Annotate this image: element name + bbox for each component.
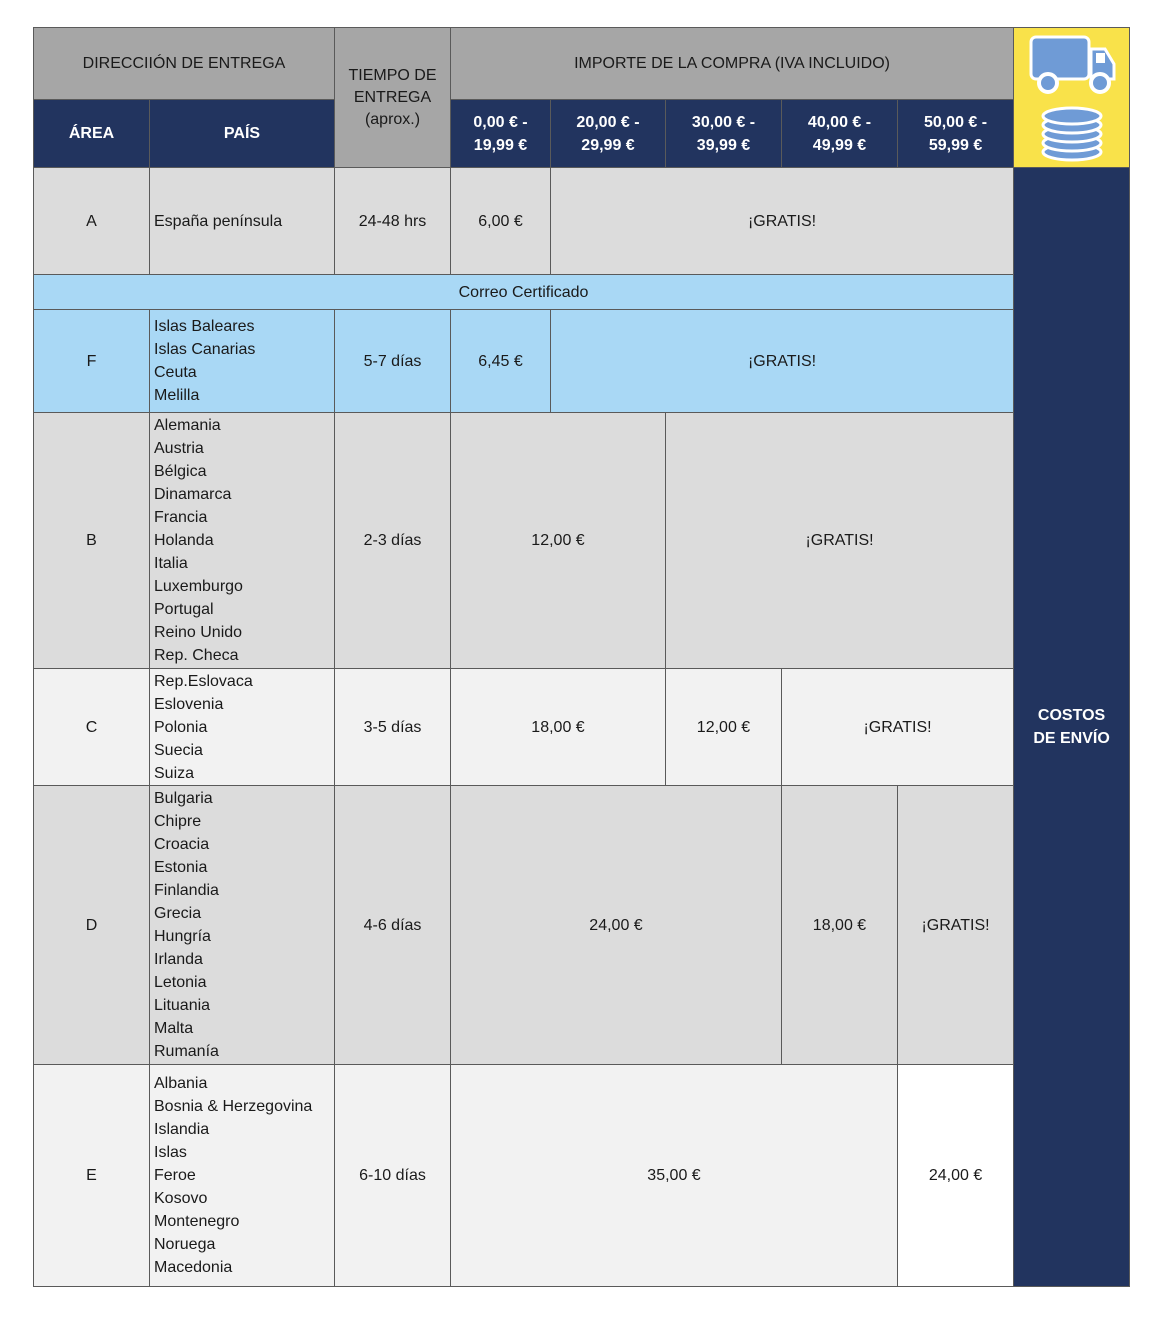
country-name: Malta [154,1020,194,1037]
country-name: Kosovo [154,1190,208,1207]
country-name: Francia [154,509,208,526]
area-column-header: ÁREA [34,100,150,168]
country-name: Grecia [154,905,202,922]
delivery-time-cell: 5-7 días [335,310,451,413]
free-shipping-cell: ¡GRATIS! [551,310,1014,413]
country-name: Feroe [154,1167,196,1184]
country-name: Dinamarca [154,486,232,503]
country-name: Islandia [154,1121,210,1138]
delivery-time-cell: 6-10 días [335,1065,451,1287]
price-cell: 6,45 € [451,310,551,413]
shipping-costs-table [33,27,1130,1287]
country-name: Islas Canarias [154,341,256,358]
price-cell: 6,00 € [451,168,551,275]
country-name: Holanda [154,532,214,549]
area-cell: B [34,413,150,669]
delivery-time-cell: 4-6 días [335,786,451,1065]
delivery-time-cell: 2-3 días [335,413,451,669]
country-name: Bélgica [154,463,207,480]
truck-icon [1028,34,1116,96]
free-shipping-cell: ¡GRATIS! [666,413,1014,669]
coins-icon [1040,102,1104,162]
table-row [34,168,1130,275]
table-row [34,786,1130,1065]
country-list [150,413,335,669]
country-name: Eslovenia [154,695,224,713]
icon-panel [1014,28,1130,168]
price-cell: 24,00 € [898,1065,1014,1287]
country-name: Polonia [154,718,208,736]
price-cell: 35,00 € [451,1065,898,1287]
free-shipping-cell: ¡GRATIS! [782,669,1014,786]
country-name: Estonia [154,859,208,876]
delivery-address-header: DIRECCIIÓN DE ENTREGA [34,28,335,100]
country-name: Letonia [154,974,207,991]
area-cell: C [34,669,150,786]
country-name: Montenegro [154,1213,240,1230]
area-cell: E [34,1065,150,1287]
range-header-5: 50,00 € - 59,99 € [898,100,1014,168]
range-header-4: 40,00 € - 49,99 € [782,100,898,168]
country-list [150,1065,335,1287]
country-name: Chipre [154,813,202,830]
delivery-time-header: TIEMPO DE ENTREGA (aprox.) [335,28,451,168]
country-name: Portugal [154,601,214,618]
country-name: Finlandia [154,882,219,899]
price-cell: 18,00 € [782,786,898,1065]
country-name: Hungría [154,928,211,945]
range-header-3: 30,00 € - 39,99 € [666,100,782,168]
country-name: Italia [154,555,188,572]
country-column-header: PAÍS [150,100,335,168]
country-list [150,786,335,1065]
country-name: Suiza [154,764,195,782]
area-cell: A [34,168,150,275]
country-name: Macedonia [154,1259,233,1276]
shipping-costs-side-title: COSTOS DE ENVÍO [1014,168,1130,1287]
country-name: Ceuta [154,364,197,381]
country-list [150,168,335,275]
table-row [34,1065,1130,1287]
country-name: Croacia [154,836,210,853]
country-name: Irlanda [154,951,203,968]
country-name: Noruega [154,1236,216,1253]
price-cell: 18,00 € [451,669,666,786]
section-label: Correo Certificado [34,275,1014,310]
table-row [34,310,1130,413]
country-name: Suecia [154,741,203,759]
country-name: Rep.Eslovaca [154,672,253,690]
shipping-costs-table-wrapper [33,27,1130,1287]
area-cell: F [34,310,150,413]
price-cell: 12,00 € [666,669,782,786]
country-name: Islas [154,1144,187,1161]
country-list [150,310,335,413]
price-cell: 12,00 € [451,413,666,669]
delivery-time-cell: 3-5 días [335,669,451,786]
price-cell: 24,00 € [451,786,782,1065]
country-name: Bulgaria [154,790,213,807]
free-shipping-cell: ¡GRATIS! [898,786,1014,1065]
country-name: España península [154,212,283,230]
purchase-amount-header: IMPORTE DE LA COMPRA (IVA INCLUIDO) [451,28,1014,100]
country-name: Luxemburgo [154,578,243,595]
table-row [34,669,1130,786]
country-name: Rumanía [154,1043,219,1060]
table-row [34,413,1130,669]
country-list [150,669,335,786]
country-name: Bosnia & Herzegovina [154,1098,313,1115]
area-cell: D [34,786,150,1065]
country-name: Melilla [154,387,200,404]
section-label-row [34,275,1130,310]
range-header-2: 20,00 € - 29,99 € [551,100,666,168]
country-name: Alemania [154,417,221,434]
country-name: Albania [154,1075,208,1092]
country-name: Rep. Checa [154,647,239,664]
country-name: Reino Unido [154,624,243,641]
range-header-1: 0,00 € - 19,99 € [451,100,551,168]
delivery-time-cell: 24-48 hrs [335,168,451,275]
country-name: Lituania [154,997,211,1014]
country-name: Austria [154,440,204,457]
free-shipping-cell: ¡GRATIS! [551,168,1014,275]
country-name: Islas Baleares [154,318,255,335]
